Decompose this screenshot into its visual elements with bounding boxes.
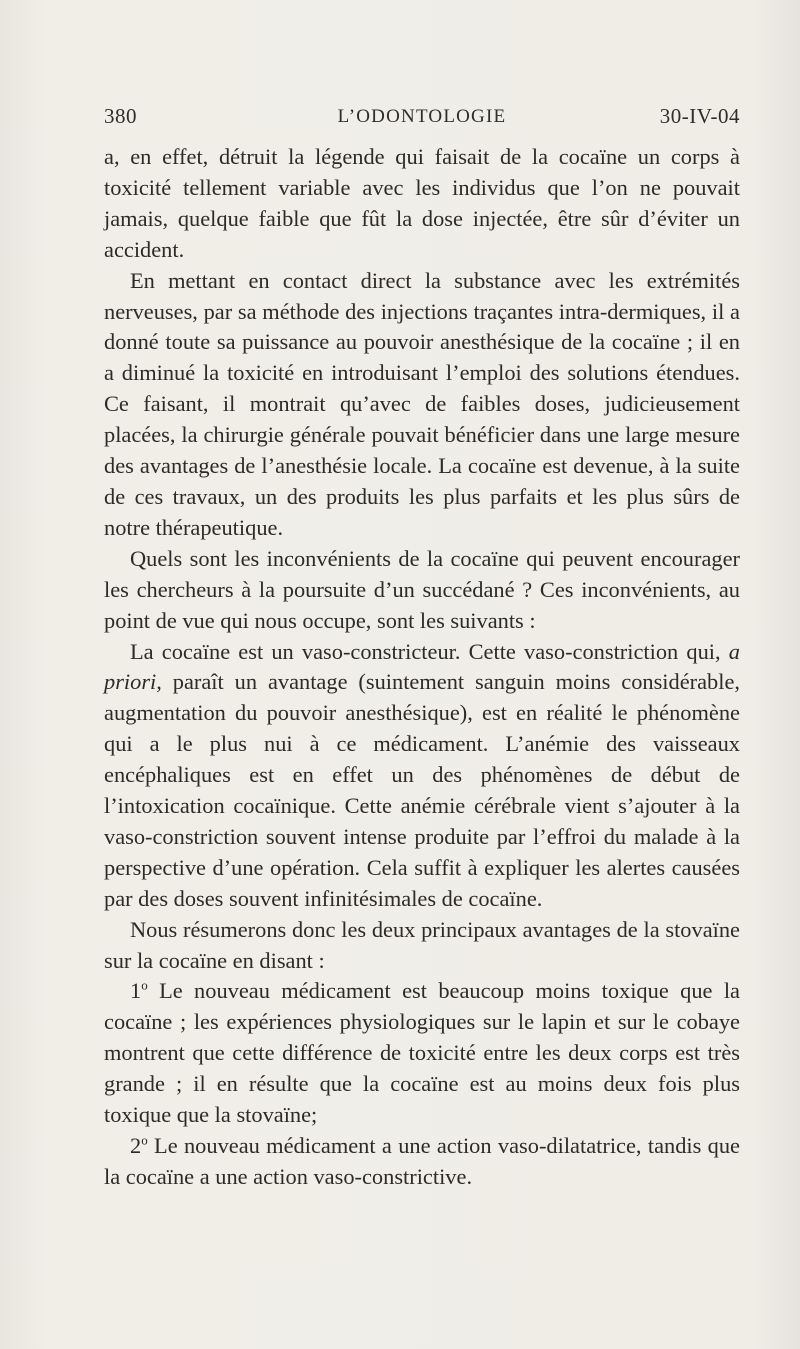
paragraph-1: a, en effet, détruit la légende qui faisait de la cocaïne un corps à toxicité tellement variable avec les individus que l’on ne pouvait jamais, quelque faible que fût la dose injectée, être sûr d’éviter un accident.: [104, 144, 740, 262]
page-number: 380: [104, 104, 137, 128]
paragraph-2: En mettant en contact direct la substance avec les extrémités nerveuses, par sa méthode des injections traçantes intra-dermiques, il a donné toute sa puissance au pouvoir anesthésique de la cocaïne ; il en a diminué la toxicité en introduisant l’emploi des solutions étendues. Ce faisant, il montrait qu’avec de faibles doses, judicieusement placées, la chirurgie générale pouvait bénéficier dans une large mesure des avantages de l’anesthésie locale. La cocaïne est devenue, à la suite de ces travaux, un des produits les plus parfaits et les plus sûrs de notre thérapeutique.: [104, 267, 740, 540]
running-header: [104, 104, 740, 138]
list-item-2-text: Le nouveau médicament a une action vaso-dilatatrice, tandis que la cocaïne a une action vaso-constrictive.: [104, 1133, 740, 1189]
paragraph-4: [104, 637, 740, 915]
list-item-1: [104, 976, 740, 1131]
italic-a-priori: a priori,: [104, 638, 740, 695]
journal-title: L’ODONTOLOGIE: [337, 106, 507, 127]
paragraph-4-after: paraît un avantage (suintement sanguin moins considérable, augmentation du pouvoir anesthésique), est en réalité le phénomène qui a le plus nui à ce médicament. L’anémie des vaisseaux encéphaliques est en effet un des phénomènes de début de l’intoxication cocaïnique. Cette anémie cérébrale vient s’ajouter à la vaso-constriction souvent intense produite par l’effroi du malade à la perspective d’une opération. Cela suffit à expliquer les alertes causées par des doses souvent infinitésimales de cocaïne.: [104, 669, 740, 911]
issue-date: 30-IV-04: [659, 104, 740, 128]
list-item-2: [104, 1131, 740, 1193]
list-item-1-text: Le nouveau médicament est beaucoup moins toxique que la cocaïne ; les expériences physiologiques sur le lapin et sur le cobaye montrent que cette différence de toxicité entre les deux corps est très grande ; il en résulte que la cocaïne est au moins deux fois plus toxique que la stovaïne;: [104, 978, 740, 1128]
paragraph-3: Quels sont les inconvénients de la cocaïne qui peuvent encourager les chercheurs à la poursuite d’un succédané ? Ces inconvénients, au point de vue qui nous occupe, sont les suivants :: [104, 545, 740, 633]
list-item-2-ordinal: o: [141, 1132, 148, 1148]
list-item-1-number: 1: [130, 978, 142, 1004]
list-item-2-number: 2: [130, 1133, 142, 1158]
body-text: [104, 142, 740, 1193]
list-item-1-ordinal: o: [141, 978, 148, 993]
paragraph-4-before: La cocaïne est un vaso-constricteur. Cette vaso-constriction qui,: [130, 638, 729, 664]
paragraph-5: Nous résumerons donc les deux principaux avantages de la stovaïne sur la cocaïne en disant :: [104, 916, 740, 973]
